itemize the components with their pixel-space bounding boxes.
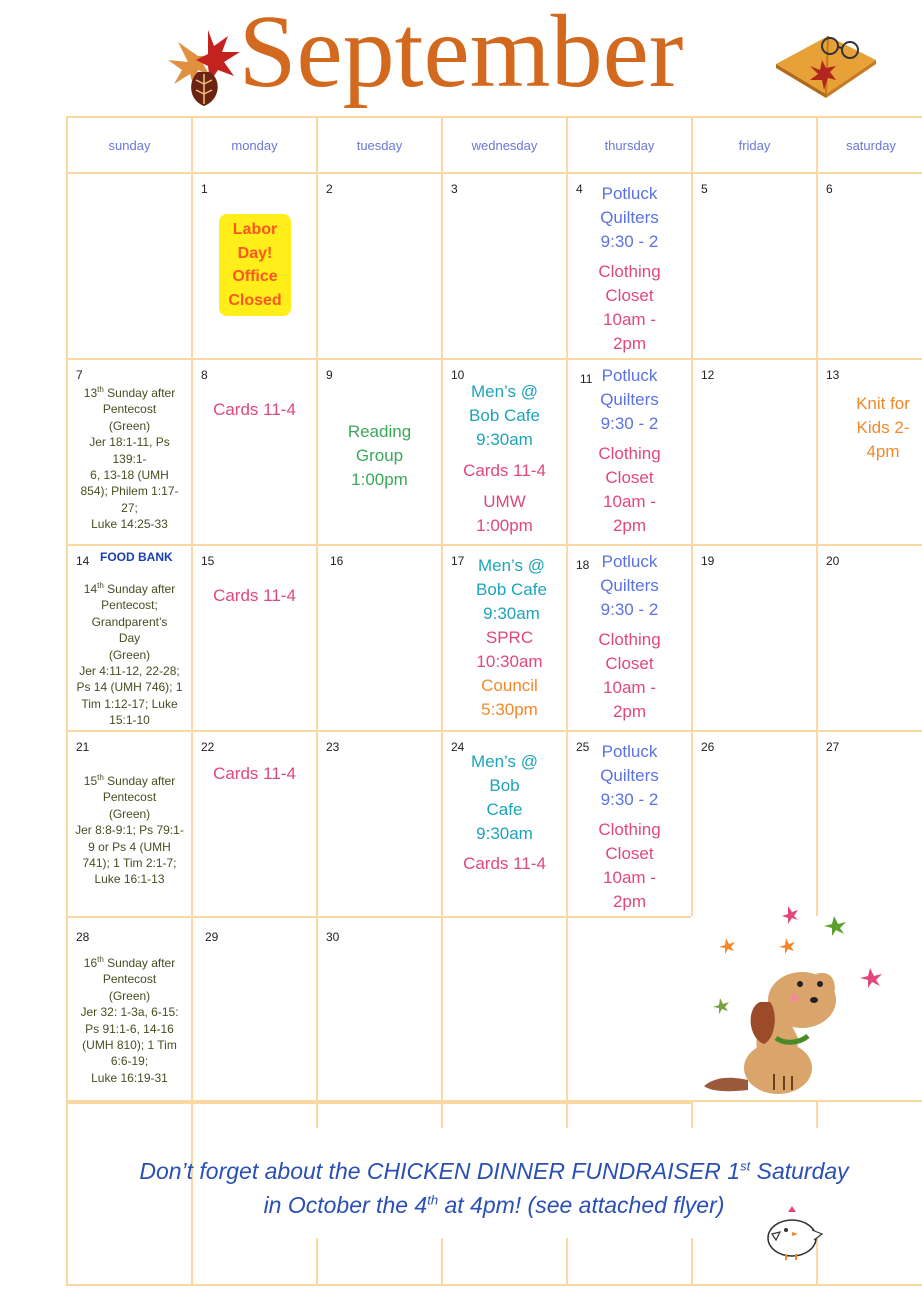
event-line: Potluck [601,742,658,761]
event-line: Potluck [601,366,658,385]
day-cell-6 [816,172,922,360]
note-line: Ps 91:1-6, 14-16 [85,1021,174,1036]
event-line: 10am - [603,492,656,511]
autumn-leaves-icon [148,22,248,108]
chick-icon [766,1204,830,1260]
notice-sup: th [427,1192,439,1208]
note-line: Pentecost; [101,598,158,613]
event-line: Quilters [600,576,659,595]
ordinal-suffix: th [97,385,104,394]
day-cell-21 [66,730,193,918]
event-line: 9:30 - 2 [600,232,659,251]
event-line: Bob Cafe [476,580,547,599]
clothing-closet-event [568,260,691,356]
day-number: 26 [701,740,715,754]
event-line: SPRC [485,628,534,647]
event-line: Closet [605,654,654,673]
note-line: Day [118,631,141,646]
day-cell-20 [816,544,922,732]
day-cell-empty [441,916,568,1104]
note-line: Sunday after [107,386,176,400]
event-line: Clothing [598,262,661,281]
cards-event: Cards 11-4 [213,764,296,783]
note-line: (Green) [108,806,151,821]
day-cell-10 [441,358,568,546]
event-line: Men’s @ [477,556,546,575]
note-line: Tim 1:12-17; Luke [81,696,178,711]
day-cell-26 [691,730,818,918]
note-line: Luke 16:1-13 [94,872,165,887]
sunday-lectionary [72,382,187,533]
event-line: 2pm [612,702,647,721]
day-number: 29 [205,930,219,944]
day-cell-7 [66,358,193,546]
potluck-quilters-event [568,740,691,812]
day-number: 2 [326,182,333,196]
day-number: 4 [576,182,583,196]
sunday-lectionary [72,770,187,888]
note-line: Jer 4:11-12, 22-28; [79,664,180,679]
dog-leaves-icon [698,898,898,1098]
day-cell-22 [191,730,318,918]
note-line: Sunday after [107,956,176,970]
ordinal-suffix: th [97,955,104,964]
day-number: 6 [826,182,833,196]
day-number: 19 [701,554,715,568]
day-cell-4 [566,172,693,360]
event-line: Quilters [600,208,659,227]
note-line: Sunday after [107,582,176,596]
badge-line: Office [232,268,278,285]
event-line: Closet [605,286,654,305]
note-line: 15:1-10 [109,713,150,728]
day-cell-14 [66,544,193,732]
note-line: Pentecost [102,402,157,417]
day-number: 18 [576,558,590,572]
note-line: Jer 8:8-9:1; Ps 79:1- [75,823,184,838]
day-number: 23 [326,740,340,754]
note-line: Pentecost [102,972,157,987]
day-cell-11 [566,358,693,546]
event-line: 5:30pm [481,700,538,719]
day-number: 14 [76,554,90,568]
event-line: Men’s @ [470,752,539,771]
knit-for-kids-event [842,392,922,464]
day-cell-5 [691,172,818,360]
ordinal-number: 15 [83,774,98,788]
note-line: Jer 32: 1-3a, 6-15: [80,1005,179,1020]
event-line: 9:30am [483,604,540,623]
ordinal-suffix: th [97,773,104,782]
note-line: 27; [121,500,138,515]
mens-bob-cafe-event [443,380,566,452]
event-line: Bob [489,776,520,795]
day-cell-16 [316,544,443,732]
day-cell-1 [191,172,318,360]
day-number: 16 [330,554,344,568]
note-line: 6, 13-18 (UMH [90,468,169,483]
day-number: 11 [580,372,593,386]
cards-event: Cards 11-4 [213,400,296,419]
ordinal-number: 13 [83,386,98,400]
day-number: 5 [701,182,708,196]
note-line: Grandparent’s [91,614,168,629]
page-title: September [238,0,684,109]
note-line: (Green) [108,988,151,1003]
event-line: Group [355,446,404,465]
day-number: 8 [201,368,208,382]
event-line: 2pm [612,334,647,353]
event-line: Clothing [598,630,661,649]
cards-event: Cards 11-4 [463,461,546,480]
weekday-friday: friday [691,116,818,174]
notice-text: Saturday [750,1158,849,1184]
event-line: 9:30am [476,824,533,843]
day-number: 1 [201,182,208,196]
event-line: Closet [605,844,654,863]
day-cell-12 [691,358,818,546]
ordinal-suffix: th [97,581,104,590]
event-line: 9:30 - 2 [600,790,659,809]
event-line: 10am - [603,310,656,329]
note-line: Pentecost [102,790,157,805]
note-line: (Green) [108,647,151,662]
badge-line: Labor [232,221,278,238]
cards-event: Cards 11-4 [463,854,546,873]
day-number: 27 [826,740,840,754]
event-line: Quilters [600,766,659,785]
event-line: Clothing [598,820,661,839]
event-line: Kids 2- [856,418,910,437]
day-cell-9 [316,358,443,546]
note-line: 854); Philem 1:17- [80,484,179,499]
weekday-tuesday: tuesday [316,116,443,174]
event-line: Potluck [601,552,658,571]
day-cell-3 [441,172,568,360]
day-cell-30 [316,916,443,1104]
day-number: 9 [326,368,333,382]
event-line: Closet [605,468,654,487]
day-number: 21 [76,740,90,754]
potluck-quilters-event [568,364,691,436]
notice-text: in October the 4 [263,1192,428,1218]
sprc-event [453,626,566,674]
clothing-closet-event [568,442,691,538]
day-number: 30 [326,930,340,944]
weekday-saturday: saturday [816,116,922,174]
event-line: 10am - [603,868,656,887]
day-number: 17 [451,554,465,568]
event-line: 2pm [612,892,647,911]
day-number: 12 [701,368,715,382]
weekday-monday: monday [191,116,318,174]
day-number: 20 [826,554,840,568]
weekday-thursday: thursday [566,116,693,174]
note-line: Luke 16:19-31 [91,1070,168,1085]
day-cell-27 [816,730,922,918]
event-line: 1:00pm [351,470,408,489]
weekday-sunday: sunday [66,116,193,174]
day-cell-23 [316,730,443,918]
day-cell-8 [191,358,318,546]
event-line: 10:30am [476,652,543,671]
mens-bob-cafe-event [443,750,566,846]
note-line: Sunday after [107,774,176,788]
event-line: Reading [347,422,412,441]
day-cell-18 [566,544,693,732]
note-line: Ps 14 (UMH 746); 1 [76,680,183,695]
event-line: Cafe [486,800,523,819]
event-line: Men’s @ [470,382,539,401]
day-cell-28 [66,916,193,1104]
umw-event [443,490,566,538]
day-number: 28 [76,930,90,944]
event-line: 9:30 - 2 [600,600,659,619]
notice-sup: st [740,1158,751,1174]
day-number: 22 [201,740,215,754]
ordinal-number: 16 [83,956,98,970]
labor-day-badge [219,214,291,316]
event-line: 9:30am [476,430,533,449]
day-number: 7 [76,368,83,382]
event-line: 9:30 - 2 [600,414,659,433]
clothing-closet-event [568,628,691,724]
reading-group-event [318,420,441,492]
day-cell-empty [66,172,193,360]
sunday-lectionary [72,578,187,729]
day-cell-13 [816,358,922,546]
badge-line: Day! [237,244,273,262]
weekday-wednesday: wednesday [441,116,568,174]
event-line: Potluck [601,184,658,203]
day-cell-19 [691,544,818,732]
event-line: 1:00pm [476,516,533,535]
event-line: 10am - [603,678,656,697]
day-cell-25 [566,730,693,918]
clothing-closet-event [568,818,691,914]
event-line: Quilters [600,390,659,409]
notice-text: Don’t forget about the CHICKEN DINNER FUNDRAISER 1 [139,1158,741,1184]
note-line: (Green) [108,418,151,433]
note-line: 741); 1 Tim 2:1-7; [82,856,177,871]
badge-line: Closed [228,291,282,309]
note-line: Jer 18:1-11, Ps 139:1- [89,435,170,466]
event-line: 2pm [612,516,647,535]
council-event [453,674,566,722]
day-cell-15 [191,544,318,732]
day-number: 10 [451,368,465,382]
sunday-lectionary [72,952,187,1086]
note-line: 9 or Ps 4 (UMH [88,839,171,854]
mens-bob-cafe-event [457,554,566,626]
event-line: Council [481,676,538,695]
potluck-quilters-event [568,182,691,254]
note-line: Luke 14:25-33 [91,517,168,532]
event-line: 4pm [866,442,900,461]
day-cell-17 [441,544,568,732]
day-number: 13 [826,368,840,382]
day-cell-29 [191,916,318,1104]
notice-text: at 4pm! (see attached flyer) [438,1192,725,1218]
book-glasses-icon [770,24,882,100]
fundraiser-notice-line-1 [66,1158,922,1185]
food-bank-label: FOOD BANK [100,550,173,564]
ordinal-number: 14 [83,582,98,596]
day-number: 15 [201,554,215,568]
event-line: Knit for [856,394,910,413]
day-cell-2 [316,172,443,360]
note-line: 6:6-19; [110,1054,149,1069]
cards-event: Cards 11-4 [213,586,296,605]
note-line: (UMH 810); 1 Tim [82,1038,177,1053]
event-line: UMW [483,492,526,511]
day-number: 3 [451,182,458,196]
day-cell-empty [566,916,693,1104]
event-line: Clothing [598,444,661,463]
day-number: 25 [576,740,590,754]
day-cell-24 [441,730,568,918]
event-line: Bob Cafe [469,406,540,425]
day-number: 24 [451,740,465,754]
potluck-quilters-event [568,550,691,622]
